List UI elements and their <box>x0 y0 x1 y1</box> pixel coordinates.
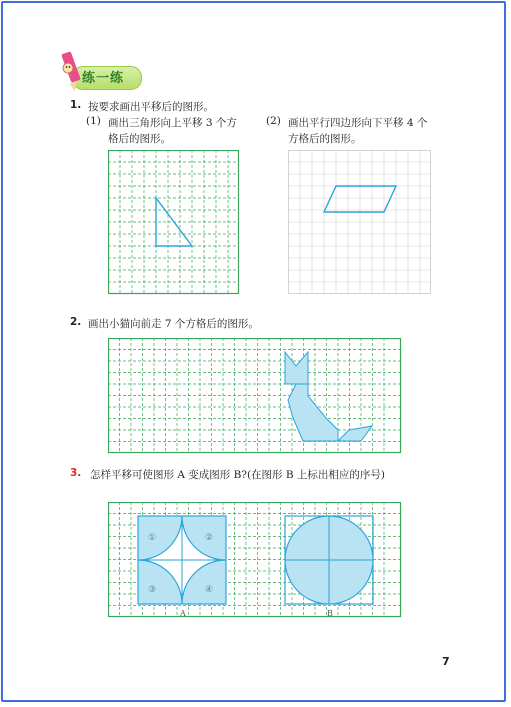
q1-sub1-label: (1) <box>86 115 101 127</box>
q3-number: 3. <box>70 467 82 479</box>
q1-prompt: 按要求画出平移后的图形。 <box>88 101 214 113</box>
triangle-grid[interactable] <box>108 150 240 295</box>
figure-a <box>138 516 226 618</box>
figure-a-label: A <box>180 609 186 618</box>
translate-grid[interactable] <box>108 502 402 618</box>
figure-a-region-4: ④ <box>205 585 214 595</box>
section-badge <box>58 48 154 90</box>
cat-grid[interactable] <box>108 338 402 454</box>
q1-sub1-line1: 画出三角形向上平移 3 个方 <box>108 117 237 129</box>
q3-prompt: 怎样平移可使图形 A 变成图形 B?(在图形 B 上标出相应的序号) <box>90 469 386 481</box>
parallelogram-grid[interactable] <box>288 150 432 295</box>
q2-number: 2. <box>70 316 82 328</box>
figure-a-region-1: ① <box>148 533 157 543</box>
section-title: 练一练 <box>82 71 125 86</box>
figure-a-region-2: ② <box>205 533 214 543</box>
q2-prompt: 画出小猫向前走 7 个方格后的图形。 <box>88 318 259 330</box>
figure-a-region-3: ③ <box>148 585 157 595</box>
figure-b-label: B <box>327 609 333 618</box>
figure-b <box>285 516 373 618</box>
cat-shape <box>285 352 372 441</box>
q1-number: 1. <box>70 99 82 111</box>
page-number: 7 <box>442 655 450 668</box>
q1-sub1-line2: 格后的图形。 <box>108 133 171 145</box>
q1-sub2-label: (2) <box>266 115 281 127</box>
q1-sub2-line1: 画出平行四边形向下平移 4 个 <box>288 117 428 129</box>
q1-sub2-line2: 方格后的图形。 <box>288 133 362 145</box>
triangle-shape <box>156 198 192 246</box>
